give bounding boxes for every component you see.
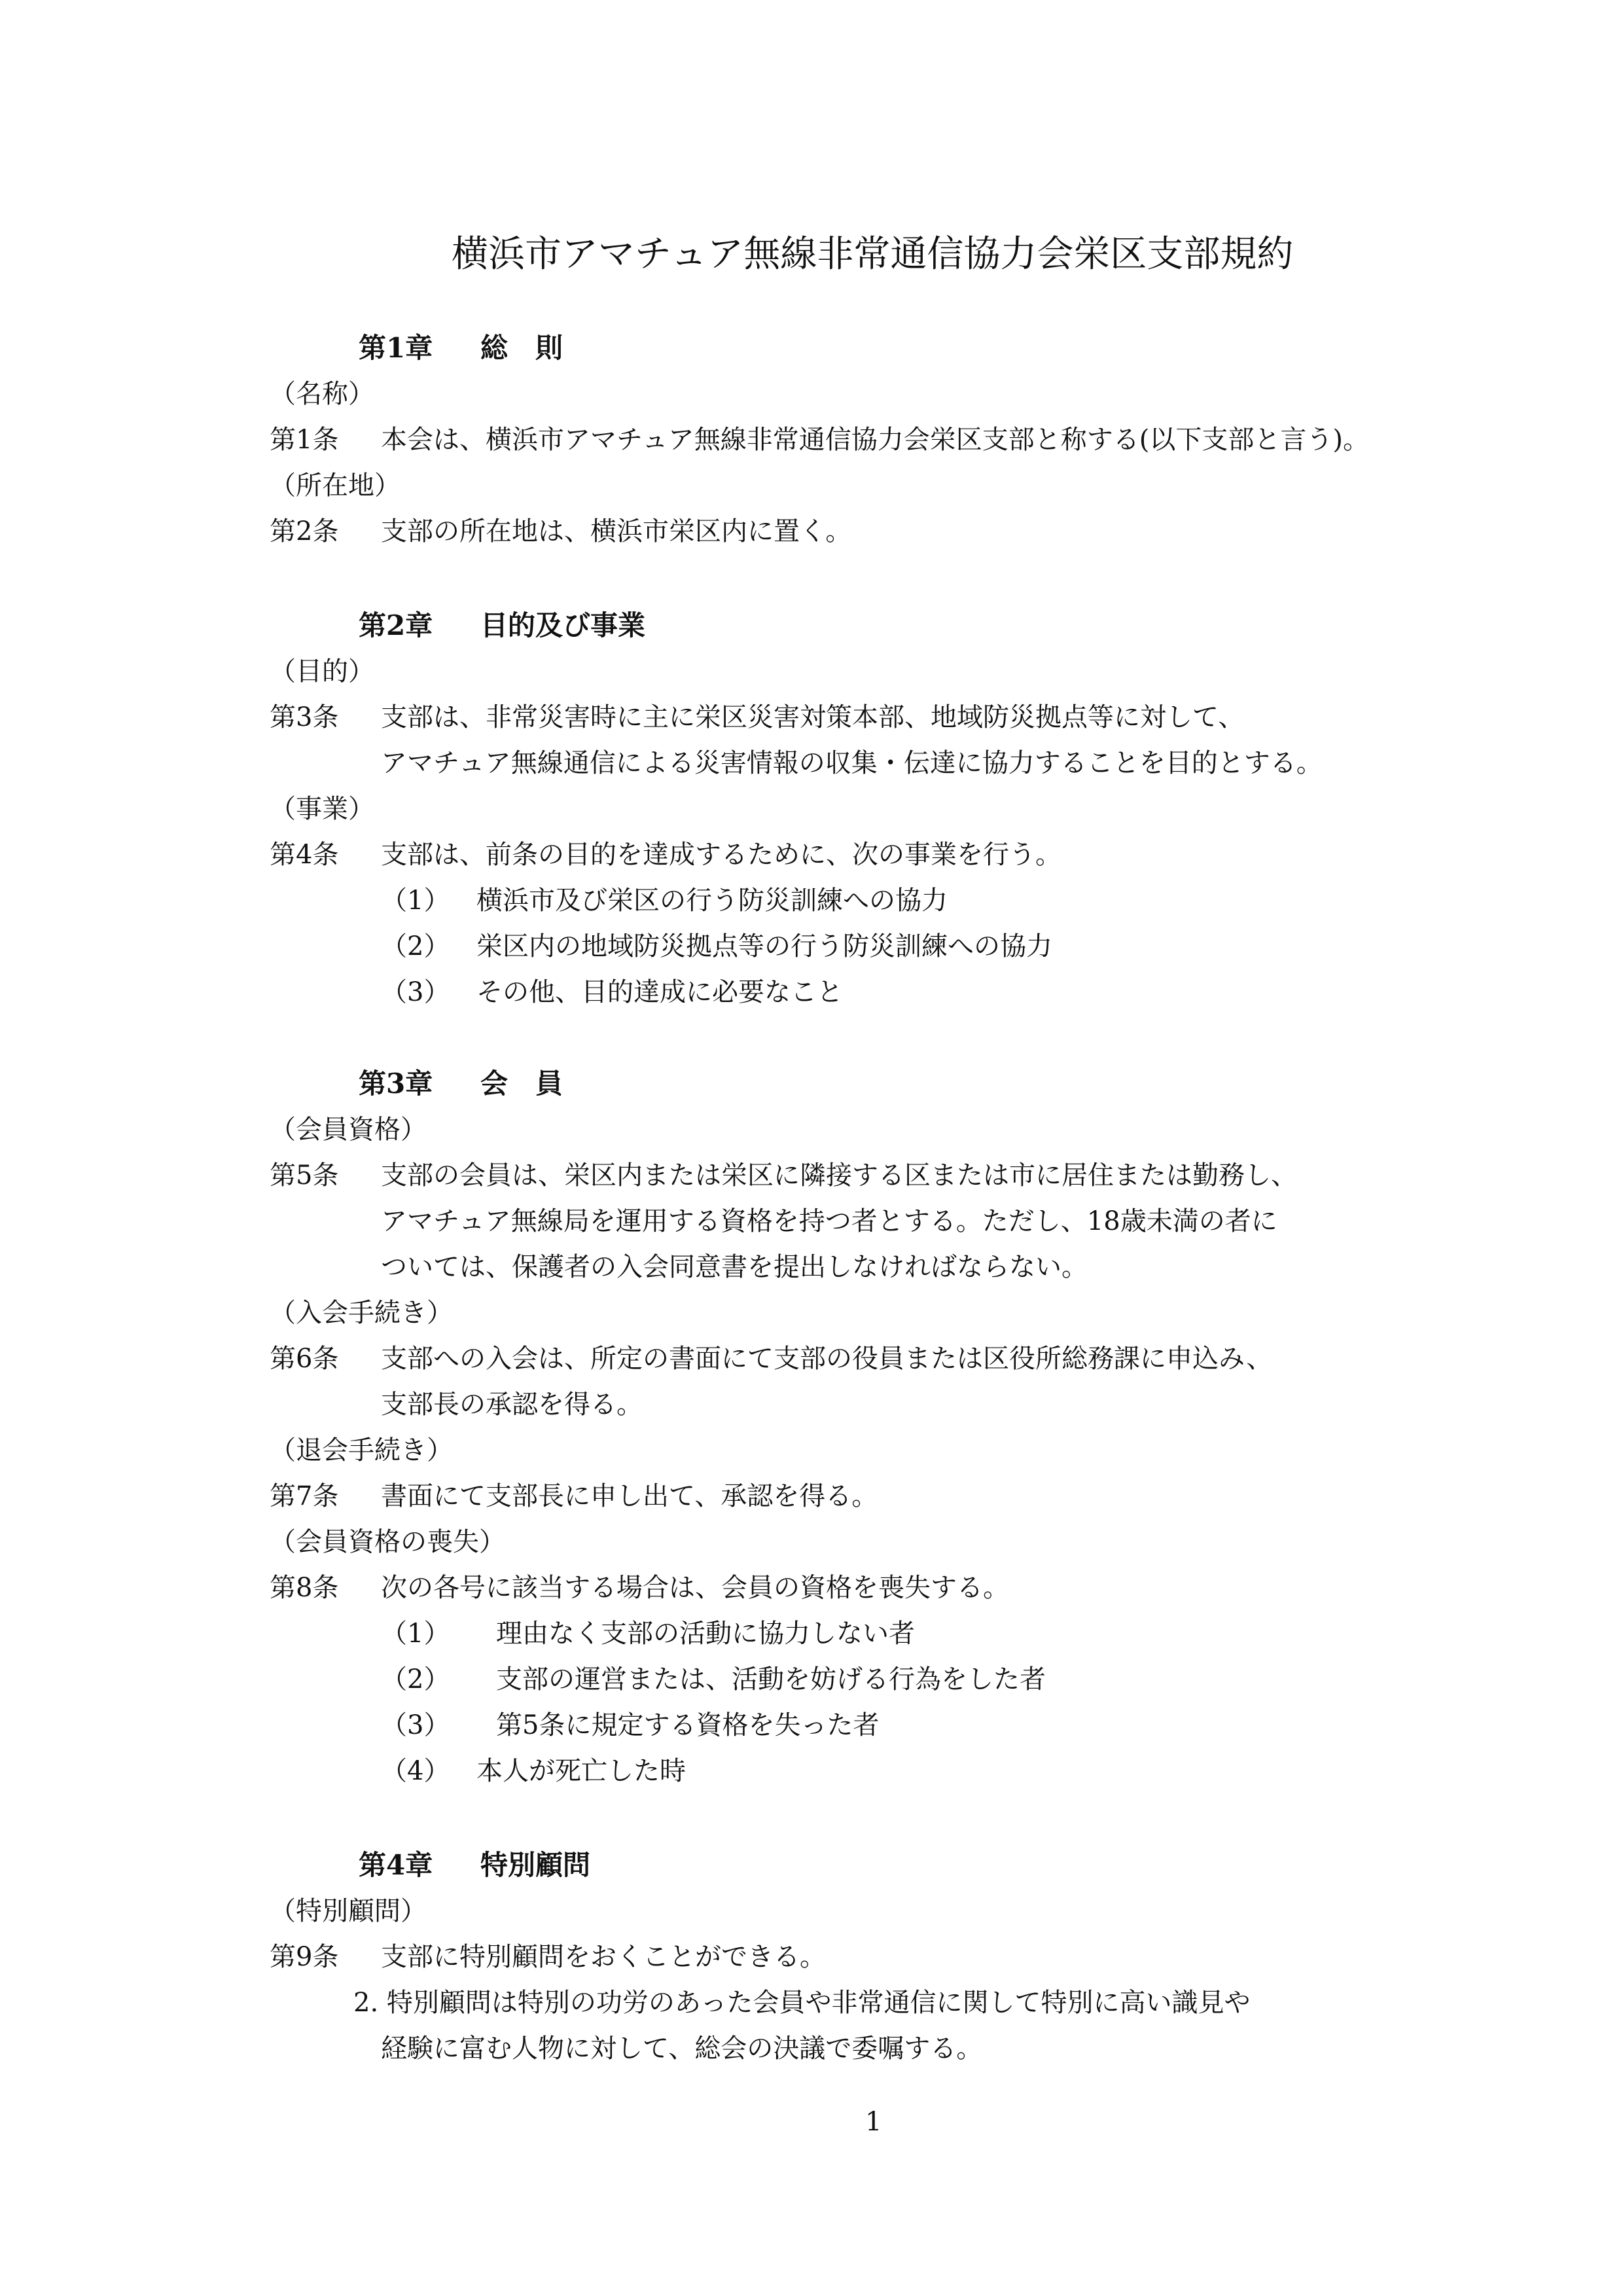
chapter-2-heading <box>359 609 646 641</box>
list-item <box>381 885 948 916</box>
article-label: 第9条 <box>270 1942 339 1972</box>
item-text: 栄区内の地域防災拠点等の行う防災訓練への協力 <box>476 931 1052 961</box>
section-heading-advisor: （特別顧問） <box>270 1896 427 1926</box>
article-9 <box>270 1941 826 1973</box>
item-number: （4） <box>381 1756 450 1786</box>
article-label: 第4条 <box>270 840 339 870</box>
article-4 <box>270 839 1061 870</box>
article-9-paragraph-2-continuation: 経験に富む人物に対して、総会の決議で委嘱する。 <box>381 2034 983 2064</box>
chapter-3-heading <box>359 1067 563 1100</box>
article-5-continuation-1: アマチュア無線局を運用する資格を持つ者とする。ただし、18歳未満の者に <box>381 1206 1277 1236</box>
article-label: 第8条 <box>270 1573 339 1603</box>
article-text: 支部は、非常災害時に主に栄区災害対策本部、地域防災拠点等に対して、 <box>381 702 1245 732</box>
item-number: （3） <box>381 1710 450 1740</box>
chapter-label: 第3章 <box>359 1067 433 1100</box>
article-2 <box>270 516 852 547</box>
item-text: 横浜市及び栄区の行う防災訓練への協力 <box>476 886 948 916</box>
chapter-4-heading <box>359 1849 591 1881</box>
chapter-title: 特別顧問 <box>480 1849 591 1881</box>
article-text: 支部の所在地は、横浜市栄区内に置く。 <box>381 516 852 547</box>
item-text: 第5条に規定する資格を失った者 <box>496 1710 880 1740</box>
article-label: 第6条 <box>270 1344 339 1374</box>
article-8 <box>270 1572 1009 1604</box>
list-item <box>381 1755 686 1787</box>
article-6 <box>270 1343 1273 1374</box>
chapter-title: 目的及び事業 <box>480 609 646 641</box>
item-text: 理由なく支部の活動に協力しない者 <box>496 1619 915 1649</box>
item-text: 支部の運営または、活動を妨げる行為をした者 <box>496 1664 1046 1695</box>
list-item <box>381 1710 880 1741</box>
chapter-1-heading <box>359 332 563 364</box>
article-label: 第1条 <box>270 425 339 455</box>
item-number: （1） <box>381 1619 450 1649</box>
chapter-label: 第1章 <box>359 332 433 364</box>
article-text: 支部に特別顧問をおくことができる。 <box>381 1942 826 1972</box>
chapter-title: 総 則 <box>480 332 563 364</box>
article-5-continuation-2: ついては、保護者の入会同意書を提出しなければならない。 <box>381 1252 1088 1282</box>
article-text: 支部は、前条の目的を達成するために、次の事業を行う。 <box>381 840 1061 870</box>
article-7 <box>270 1480 878 1512</box>
item-number: （2） <box>381 1664 450 1695</box>
article-6-continuation: 支部長の承認を得る。 <box>381 1390 643 1420</box>
section-heading-purpose: （目的） <box>270 656 374 687</box>
article-label: 第7条 <box>270 1481 339 1511</box>
article-text: 書面にて支部長に申し出て、承認を得る。 <box>381 1481 878 1511</box>
article-3 <box>270 702 1245 733</box>
item-text: その他、目的達成に必要なこと <box>476 977 843 1007</box>
item-number: （2） <box>381 931 450 961</box>
article-label: 第5条 <box>270 1160 339 1191</box>
article-5 <box>270 1160 1297 1191</box>
article-1 <box>270 424 1370 456</box>
chapter-label: 第2章 <box>359 609 433 641</box>
article-label: 第3条 <box>270 702 339 732</box>
list-item <box>381 1664 1046 1695</box>
chapter-title: 会 員 <box>480 1067 563 1100</box>
article-3-continuation: アマチュア無線通信による災害情報の収集・伝達に協力することを目的とする。 <box>381 748 1323 778</box>
list-item <box>381 931 1052 962</box>
article-9-paragraph-2: 2. 特別顧問は特別の功労のあった会員や非常通信に関して特別に高い識見や <box>353 1988 1251 2018</box>
article-text: 支部への入会は、所定の書面にて支部の役員または区役所総務課に申込み、 <box>381 1344 1273 1374</box>
article-label: 第2条 <box>270 516 339 547</box>
section-heading-business: （事業） <box>270 794 374 824</box>
item-number: （1） <box>381 886 450 916</box>
section-heading-leave: （退会手続き） <box>270 1435 453 1465</box>
section-heading-loss: （会員資格の喪失） <box>270 1527 505 1557</box>
article-text: 次の各号に該当する場合は、会員の資格を喪失する。 <box>381 1573 1009 1603</box>
document-title: 横浜市アマチュア無線非常通信協力会栄区支部規約 <box>452 233 1294 276</box>
section-heading-name: （名称） <box>270 379 374 409</box>
chapter-label: 第4章 <box>359 1849 433 1881</box>
article-text: 支部の会員は、栄区内または栄区に隣接する区または市に居住または勤務し、 <box>381 1160 1297 1191</box>
item-text: 本人が死亡した時 <box>476 1756 686 1786</box>
list-item <box>381 1618 915 1649</box>
section-heading-join: （入会手続き） <box>270 1298 453 1328</box>
article-text: 本会は、横浜市アマチュア無線非常通信協力会栄区支部と称する(以下支部と言う)。 <box>381 425 1370 455</box>
page-number: 1 <box>865 2107 882 2137</box>
section-heading-qualification: （会員資格） <box>270 1115 427 1145</box>
item-number: （3） <box>381 977 450 1007</box>
section-heading-location: （所在地） <box>270 471 401 501</box>
list-item <box>381 977 843 1008</box>
